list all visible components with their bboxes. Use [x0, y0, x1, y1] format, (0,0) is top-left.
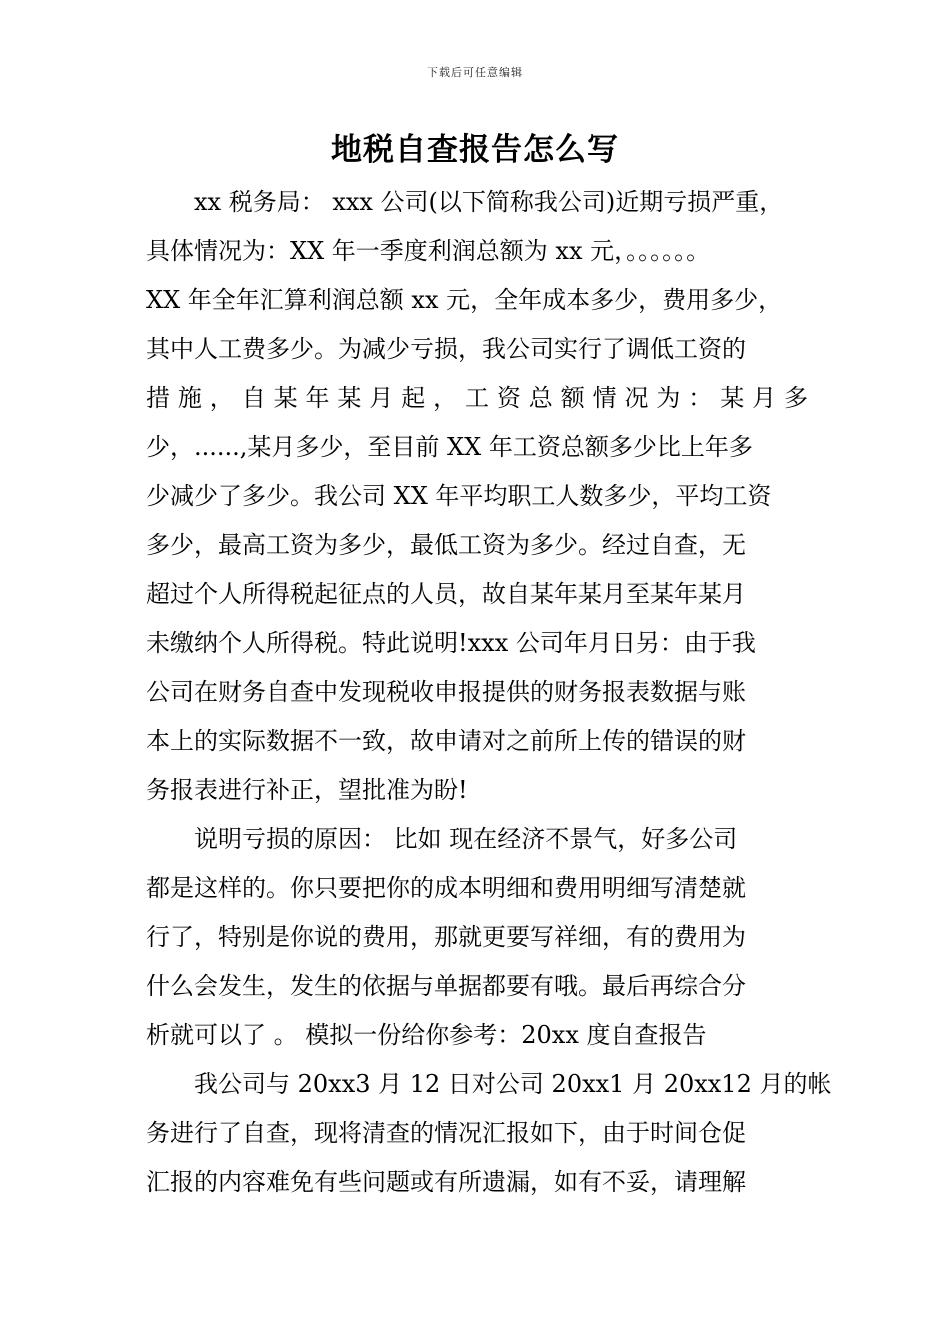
- text-line: 行了，特别是你说的费用，那就更要写祥细，有的费用为: [146, 923, 746, 951]
- text-line: 什么会发生，发生的依据与单据都要有哦。最后再综合分: [146, 972, 746, 1000]
- paragraph-1: [146, 178, 808, 815]
- text-line: 多少，最高工资为多少，最低工资为多少。经过自查，无: [146, 531, 746, 559]
- header-note: 下载后可任意编辑: [427, 66, 523, 79]
- text-line: 务进行了自查，现将清查的情况汇报如下，由于时间仓促: [146, 1119, 746, 1147]
- text-line: 务报表进行补正，望批准为盼!: [146, 776, 468, 804]
- document-body: [146, 178, 832, 1207]
- text-line: xx 税务局： xxx 公司(以下简称我公司)近期亏损严重，: [194, 188, 784, 216]
- text-line: 措施，自某年某月起，工资总额情况为：某月多: [146, 384, 808, 412]
- paragraph-3: [146, 1060, 832, 1207]
- text-line: 少减少了多少。我公司 XX 年平均职工人数多少，平均工资: [146, 482, 772, 510]
- text-line: 都是这样的。你只要把你的成本明细和费用明细写清楚就: [146, 874, 746, 902]
- text-line: 超过个人所得税起征点的人员，故自某年某月至某年某月: [146, 580, 746, 608]
- text-line: 具体情况为：XX 年一季度利润总额为 xx 元，。。。。。。: [146, 237, 711, 265]
- text-line: 未缴纳个人所得税。特此说明!xxx 公司年月日另：由于我: [146, 629, 756, 657]
- document-title: 地税自查报告怎么写: [331, 132, 619, 168]
- text-line: 说明亏损的原因： 比如 现在经济不景气，好多公司: [194, 825, 738, 853]
- text-line: 本上的实际数据不一致，故申请对之前所上传的错误的财: [146, 727, 746, 755]
- paragraph-2: [146, 815, 808, 1060]
- text-line: 我公司与 20xx3 月 12 日对公司 20xx1 月 20xx12 月的帐: [194, 1070, 832, 1098]
- text-line: 析就可以了 。 模拟一份给你参考：20xx 度自查报告: [146, 1021, 707, 1049]
- text-line: 汇报的内容难免有些问题或有所遗漏，如有不妥，请理解: [146, 1168, 746, 1196]
- text-line: 其中人工费多少。为减少亏损，我公司实行了调低工资的: [146, 335, 746, 363]
- text-line: 公司在财务自查中发现税收申报提供的财务报表数据与账: [146, 678, 746, 706]
- text-line: XX 年全年汇算利润总额 xx 元，全年成本多少，费用多少，: [146, 286, 783, 314]
- text-line: 少，......,某月多少，至目前 XX 年工资总额多少比上年多: [146, 433, 753, 461]
